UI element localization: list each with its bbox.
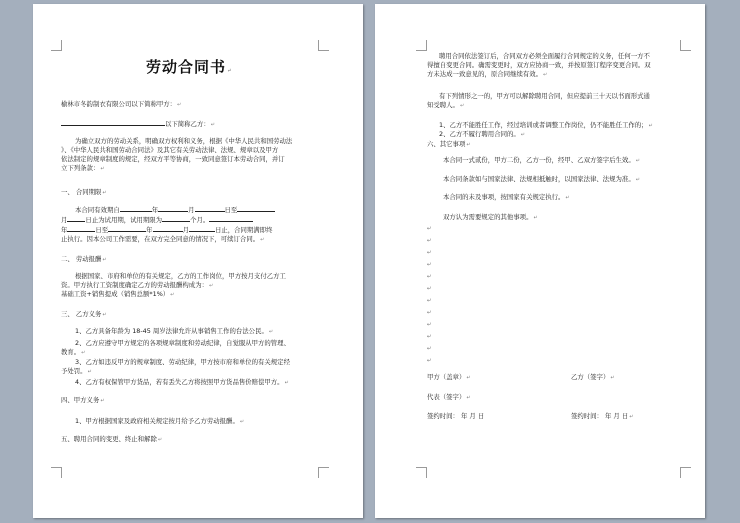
crop-mark [416,467,427,478]
preamble-line: 依法制定的规章制度的规定，经双方平等协商，一致同意签订本劳动合同，并订 [61,155,285,163]
duty-line: 4、乙方有权保管甲方货品，若有丢失乙方将按照甲方货品售价赔偿甲方。↵ [75,378,289,386]
paragraph-mark: ↵ [427,226,432,232]
paragraph-mark: ↵ [427,334,432,340]
section-heading: 四、甲方义务↵ [61,396,105,404]
paragraph-mark: ↵ [427,310,432,316]
document-title: 劳动合同书↵ [146,58,233,76]
crop-mark [318,467,329,478]
section-heading: 三、 乙方义务↵ [61,310,107,318]
preamble-line: 立下列条款：↵ [61,164,105,172]
paragraph-mark: ↵ [427,238,432,244]
section-heading: 六、其它事项↵ [427,140,471,148]
duty-line: 1、甲方根据国家及政府相关规定按月给予乙方劳动报酬。↵ [75,417,245,425]
sign-time-b: 签约时间： 年 月 日↵ [571,412,634,420]
crop-mark [680,40,691,51]
clause-line: 本合同一式贰份，甲方二份，乙方一份，经甲、乙双方签字后生效。↵ [443,156,640,164]
salary-line: 根据国家、市府和单位的有关规定，乙方的工作岗位，甲方按月支付乙方工 [75,272,286,280]
crop-mark [416,40,427,51]
paragraph-mark: ↵ [427,262,432,268]
duty-line: 1、乙方具备年龄为 18-45 周岁法律允许从事销售工作的台法公民。↵ [75,327,274,335]
signature-party-a: 甲方（盖章）↵ [427,373,471,381]
duty-line: 予处罚。↵ [61,367,92,375]
clause-line: 有下列情形之一的，甲方可以解除聘用合同，但应提前三十天以书面形式通 [439,92,650,100]
clause-line: 1、乙方不能胜任工作，经过培训或者调整工作岗位，仍不能胜任工作的；↵ [439,121,653,129]
clause-line: 本合同条款如与国家法律、法规相抵触时，以国家法律、法规为准。↵ [443,175,640,183]
term-line: 止执行。因本公司工作需要，在双方完全同意的情况下，可续订合同。↵ [61,235,265,243]
term-line: 本合同有效期自 年 月 日至 [75,205,275,214]
clause-line: 本合同的未及事项，按国家有关规定执行。↵ [443,193,570,201]
paragraph-mark: ↵ [427,346,432,352]
document-page-1 [33,4,363,518]
signature-party-b: 乙方（签字）↵ [571,373,615,381]
duty-line: 教育。↵ [61,348,86,356]
crop-mark [318,40,329,51]
clause-line: 聘用合同依法签订后，合同双方必须全面履行合同规定的义务，任何一方不 [439,52,650,60]
paragraph-mark: ↵ [427,286,432,292]
salary-line: 资。甲方执行工资制度确定乙方的劳动报酬构成为：↵ [61,281,214,289]
clause-line: 2、乙方不履行聘用合同的。↵ [439,130,525,138]
clause-line: 方未达成一致意见的，原合同继续有效。↵ [427,70,548,78]
salary-line: 基础工资+销售提成（销售总额*1%）↵ [61,290,175,298]
clause-line: 得擅自变更合同。确需变更时，双方应协商一致，并按原签订程序变更合同。双 [427,61,651,69]
section-heading: 一、 合同期限↵ [61,188,107,196]
employer-line: 榆林市冬韵制衣有限公司以下简称甲方：↵ [61,100,182,108]
paragraph-mark: ↵ [427,322,432,328]
term-line: 年 日至 年 月 日止，合同期满即终 [61,226,273,234]
paragraph-mark: ↵ [427,358,432,364]
duty-line: 3、乙方如违反甲方的规章制度、劳动纪律，甲方按市府和单位的有关规定经 [75,358,290,366]
duty-line: 2、乙方应遵守甲方规定的各项规章制度和劳动纪律，自觉服从甲方的管理、 [75,339,290,347]
clause-line: 知受聘人。↵ [427,101,465,109]
paragraph-mark: ↵ [427,298,432,304]
paragraph-mark: ↵ [427,274,432,280]
signature-representative: 代表（签字）↵ [427,393,471,401]
document-page-2 [375,4,705,518]
section-heading: 五、聘用合同的变更、终止和解除↵ [61,435,163,443]
clause-line: 双方认为需要规定的其他事项。↵ [443,213,538,221]
paragraph-mark: ↵ [427,250,432,256]
sign-time-a: 签约时间： 年 月 日 [427,412,485,420]
crop-mark [51,467,62,478]
crop-mark [680,467,691,478]
employee-line: 以下简称乙方：↵ [61,119,215,129]
crop-mark [51,40,62,51]
preamble-line: 为确立双方的劳动关系，明确双方权利和义务，根据《中华人民共和国劳动法 [75,137,293,145]
section-heading: 二、 劳动报酬↵ [61,255,107,263]
term-line: 月 日止为试用期，试用期限为 个月。 [61,215,253,224]
preamble-line: 》、《中华人民共和国劳动合同法》及其它有关劳动法律、法规、规章以及甲方 [61,146,279,154]
